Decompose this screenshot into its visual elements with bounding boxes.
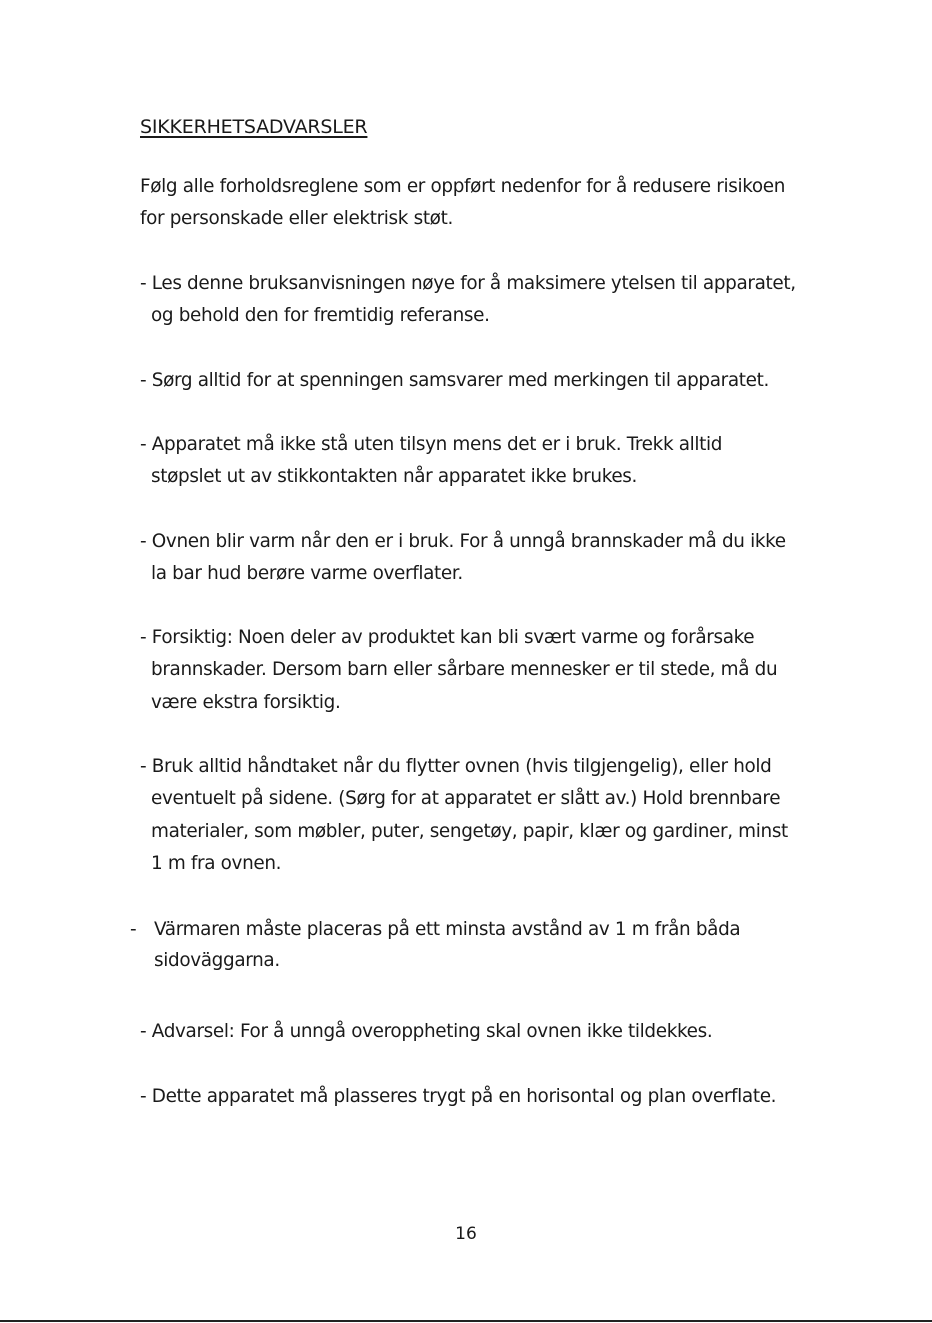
section-title: SIKKERHETSADVARSLER xyxy=(140,116,368,138)
warning-line: - Advarsel: For å unngå overoppheting skal ovnen ikke tildekkes. xyxy=(140,1021,713,1042)
warning-item-handle xyxy=(140,751,788,880)
intro-paragraph xyxy=(140,171,785,236)
warning-item-manual xyxy=(140,268,796,333)
bottom-divider xyxy=(0,1320,932,1322)
warning-line: eventuelt på sidene. (Sørg for at apparatet er slått av.) Hold brennbare xyxy=(151,788,781,810)
warning-item-voltage xyxy=(140,365,769,397)
warning-line: brannskader. Dersom barn eller sårbare mennesker er til stede, må du xyxy=(151,659,778,681)
warning-item-supervision xyxy=(140,429,722,494)
swedish-text xyxy=(154,914,740,976)
warning-item-hot-surface xyxy=(140,526,786,591)
warning-line: sidoväggarna. xyxy=(154,950,280,971)
warning-line: - Forsiktig: Noen deler av produktet kan bli svært varme og forårsake xyxy=(140,627,755,648)
warning-line: - Ovnen blir varm når den er i bruk. For å unngå brannskader må du ikke xyxy=(140,531,786,552)
warning-line: være ekstra forsiktig. xyxy=(151,691,341,713)
warning-line: - Bruk alltid håndtaket når du flytter ovnen (hvis tilgjengelig), eller hold xyxy=(140,756,772,777)
warning-line: - Les denne bruksanvisningen nøye for å maksimere ytelsen til apparatet, xyxy=(140,273,796,294)
intro-line: Følg alle forholdsreglene som er oppført nedenfor for å redusere risikoen xyxy=(140,176,786,197)
warning-item-caution xyxy=(140,622,777,719)
page-number: 16 xyxy=(455,1224,477,1244)
warning-item-cover xyxy=(140,1016,712,1048)
warning-line: 1 m fra ovnen. xyxy=(151,852,282,874)
warning-line: - Dette apparatet må plasseres trygt på en horisontal og plan overflate. xyxy=(140,1086,777,1107)
warning-line: materialer, som møbler, puter, sengetøy, papir, klær og gardiner, minst xyxy=(151,820,788,842)
dash-bullet: - xyxy=(130,919,137,940)
warning-line: og behold den for fremtidig referanse. xyxy=(151,305,490,327)
intro-line: for personskade eller elektrisk støt. xyxy=(140,208,453,230)
warning-line: - Sørg alltid for at spenningen samsvarer med merkingen til apparatet. xyxy=(140,370,769,391)
warning-line: Värmaren måste placeras på ett minsta avstånd av 1 m från båda xyxy=(154,919,741,940)
warning-line: støpslet ut av stikkontakten når apparatet ikke brukes. xyxy=(151,466,638,488)
warning-item-placement xyxy=(140,1081,776,1113)
warning-line: - Apparatet må ikke stå uten tilsyn mens det er i bruk. Trekk alltid xyxy=(140,434,723,455)
warning-line: la bar hud berøre varme overflater. xyxy=(151,563,463,585)
